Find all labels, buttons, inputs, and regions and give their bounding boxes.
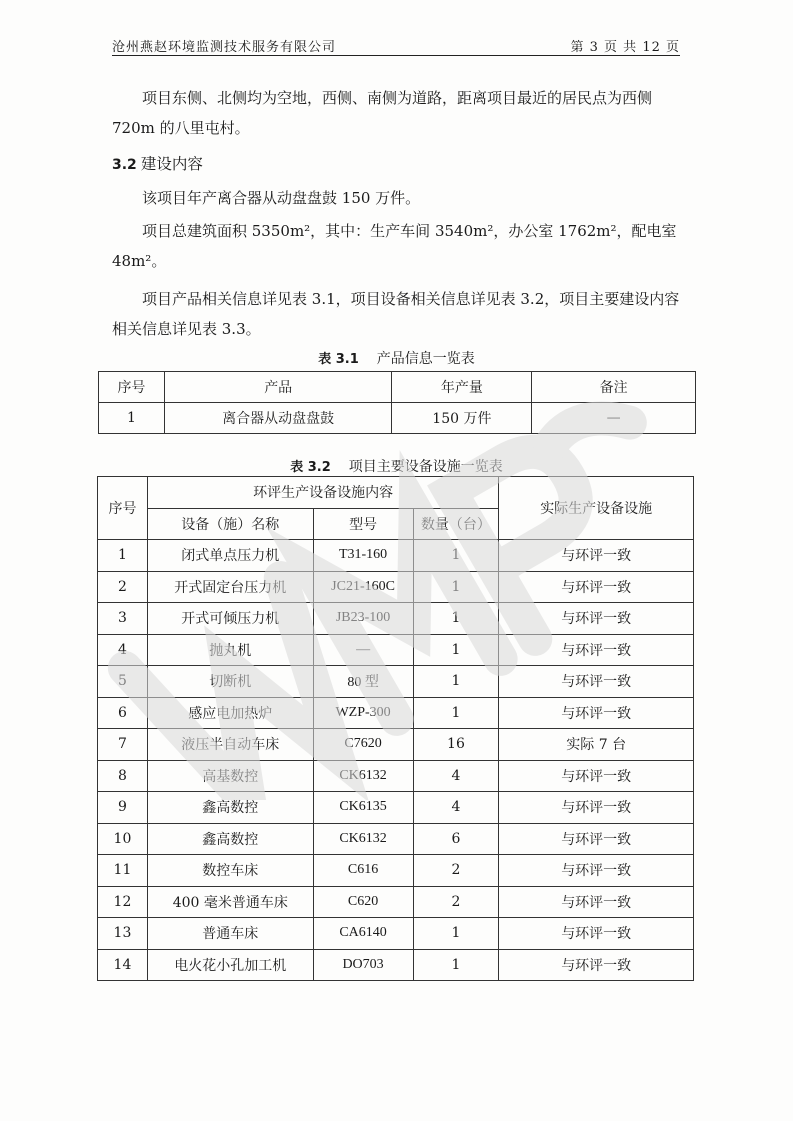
table-cell: 400 毫米普通车床 bbox=[147, 886, 313, 918]
header-cell: 产品 bbox=[164, 372, 392, 403]
table-cell: JB23-100 bbox=[313, 603, 413, 635]
table-cell: 9 bbox=[98, 792, 148, 824]
table-cell: 8 bbox=[98, 760, 148, 792]
table-row bbox=[98, 666, 694, 698]
table-cell: 与环评一致 bbox=[499, 918, 694, 950]
table-cell: T31-160 bbox=[313, 540, 413, 572]
table-cell: 4 bbox=[413, 792, 499, 824]
table-row bbox=[98, 571, 694, 603]
table1-caption-title: 产品信息一览表 bbox=[376, 351, 475, 367]
table-cell: 1 bbox=[99, 403, 165, 434]
table-cell: DO703 bbox=[313, 949, 413, 981]
table-cell: C620 bbox=[313, 886, 413, 918]
table-cell: 电火花小孔加工机 bbox=[147, 949, 313, 981]
paragraph-output: 该项目年产离合器从动盘盘鼓 150 万件。 bbox=[142, 189, 421, 207]
table-cell: 2 bbox=[98, 571, 148, 603]
table-row bbox=[98, 855, 694, 887]
table-cell: C7620 bbox=[313, 729, 413, 761]
table-cell: 4 bbox=[413, 760, 499, 792]
table-cell: — bbox=[313, 634, 413, 666]
table-cell: 6 bbox=[98, 697, 148, 729]
table-cell: 1 bbox=[413, 666, 499, 698]
table-cell: WZP-300 bbox=[313, 697, 413, 729]
equipment-table bbox=[97, 476, 694, 981]
table-cell: 3 bbox=[98, 603, 148, 635]
table-cell: 与环评一致 bbox=[499, 634, 694, 666]
table-cell: — bbox=[532, 403, 696, 434]
table-cell: 与环评一致 bbox=[499, 666, 694, 698]
table-cell: 与环评一致 bbox=[499, 949, 694, 981]
header-cell: 备注 bbox=[532, 372, 696, 403]
table-cell: 2 bbox=[413, 886, 499, 918]
table-cell: 开式固定台压力机 bbox=[147, 571, 313, 603]
table-row bbox=[98, 792, 694, 824]
header-group: 环评生产设备设施内容 bbox=[147, 477, 498, 509]
table-row bbox=[98, 634, 694, 666]
table-row bbox=[98, 603, 694, 635]
table-cell: 1 bbox=[98, 540, 148, 572]
table-cell: 12 bbox=[98, 886, 148, 918]
header-name: 设备（施）名称 bbox=[147, 508, 313, 540]
table-cell: 1 bbox=[413, 918, 499, 950]
table-cell: 高基数控 bbox=[147, 760, 313, 792]
table-cell: 7 bbox=[98, 729, 148, 761]
table-cell: 6 bbox=[413, 823, 499, 855]
table-cell: 鑫高数控 bbox=[147, 823, 313, 855]
table-cell: 1 bbox=[413, 697, 499, 729]
table-cell: 开式可倾压力机 bbox=[147, 603, 313, 635]
table-row bbox=[98, 823, 694, 855]
header-qty: 数量（台） bbox=[413, 508, 499, 540]
table-cell: CA6140 bbox=[313, 918, 413, 950]
table-cell: 1 bbox=[413, 571, 499, 603]
table-cell: 1 bbox=[413, 634, 499, 666]
header-cell: 年产量 bbox=[392, 372, 532, 403]
table1-caption-number: 表 3.1 bbox=[318, 352, 359, 367]
section-number: 3.2 bbox=[112, 157, 137, 173]
table-cell: 切断机 bbox=[147, 666, 313, 698]
table-cell: CK6132 bbox=[313, 760, 413, 792]
table-cell: 1 bbox=[413, 540, 499, 572]
table-cell: 感应电加热炉 bbox=[147, 697, 313, 729]
page-number: 第 3 页 共 12 页 bbox=[570, 40, 680, 55]
table-row bbox=[98, 540, 694, 572]
table-cell: 鑫高数控 bbox=[147, 792, 313, 824]
table2-caption bbox=[0, 456, 793, 476]
section-title: 建设内容 bbox=[140, 155, 203, 173]
table-cell: 16 bbox=[413, 729, 499, 761]
table-cell: 实际 7 台 bbox=[499, 729, 694, 761]
paragraph-tables-ref: 项目产品相关信息详见表 3.1，项目设备相关信息详见表 3.2，项目主要建设内容相关信息详见表 3.3。 bbox=[112, 290, 680, 338]
table-cell: 与环评一致 bbox=[499, 760, 694, 792]
table2-caption-title: 项目主要设备设施一览表 bbox=[348, 459, 503, 475]
table-row bbox=[99, 403, 696, 434]
table-row bbox=[98, 760, 694, 792]
table-row bbox=[98, 918, 694, 950]
section-heading bbox=[112, 152, 203, 174]
table-cell: 4 bbox=[98, 634, 148, 666]
paragraph-area: 项目总建筑面积 5350m²，其中：生产车间 3540m²，办公室 1762m²，配电室 48m²。 bbox=[112, 222, 677, 270]
table-cell: 普通车床 bbox=[147, 918, 313, 950]
header-rule bbox=[112, 55, 680, 56]
table-cell: 液压半自动车床 bbox=[147, 729, 313, 761]
table-cell: 闭式单点压力机 bbox=[147, 540, 313, 572]
header-actual: 实际生产设备设施 bbox=[499, 477, 694, 540]
company-name: 沧州燕赵环境监测技术服务有限公司 bbox=[112, 40, 337, 55]
table-cell: 10 bbox=[98, 823, 148, 855]
table-cell: CK6135 bbox=[313, 792, 413, 824]
table-cell: 与环评一致 bbox=[499, 823, 694, 855]
header-seq: 序号 bbox=[98, 477, 148, 540]
table-cell: 14 bbox=[98, 949, 148, 981]
table-row bbox=[98, 697, 694, 729]
table-cell: 数控车床 bbox=[147, 855, 313, 887]
table-cell: 80 型 bbox=[313, 666, 413, 698]
header-model: 型号 bbox=[313, 508, 413, 540]
table-cell: C616 bbox=[313, 855, 413, 887]
table-cell: 离合器从动盘盘鼓 bbox=[164, 403, 392, 434]
table-cell: 11 bbox=[98, 855, 148, 887]
table-cell: CK6132 bbox=[313, 823, 413, 855]
page-header bbox=[112, 34, 680, 56]
table-cell: 2 bbox=[413, 855, 499, 887]
product-table bbox=[98, 371, 696, 434]
table-cell: 1 bbox=[413, 603, 499, 635]
table-cell: 抛丸机 bbox=[147, 634, 313, 666]
table-cell: 13 bbox=[98, 918, 148, 950]
table-cell: 与环评一致 bbox=[499, 697, 694, 729]
table1-caption bbox=[0, 348, 793, 368]
table-cell: 与环评一致 bbox=[499, 571, 694, 603]
table2-caption-number: 表 3.2 bbox=[290, 460, 331, 475]
table-header-row bbox=[98, 477, 694, 509]
table-row bbox=[98, 886, 694, 918]
table-row bbox=[98, 949, 694, 981]
table-cell: 与环评一致 bbox=[499, 792, 694, 824]
equipment-table-body bbox=[98, 540, 694, 981]
table-cell: 5 bbox=[98, 666, 148, 698]
table-cell: 与环评一致 bbox=[499, 886, 694, 918]
table-header-row bbox=[99, 372, 696, 403]
table-cell: 与环评一致 bbox=[499, 603, 694, 635]
table-cell: 与环评一致 bbox=[499, 540, 694, 572]
header-cell: 序号 bbox=[99, 372, 165, 403]
paragraph-location: 项目东侧、北侧均为空地，西侧、南侧为道路，距离项目最近的居民点为西侧 720m 的八里屯村。 bbox=[112, 89, 653, 137]
table-cell: 1 bbox=[413, 949, 499, 981]
table-row bbox=[98, 729, 694, 761]
table-cell: 与环评一致 bbox=[499, 855, 694, 887]
table-cell: JC21-160C bbox=[313, 571, 413, 603]
table-cell: 150 万件 bbox=[392, 403, 532, 434]
